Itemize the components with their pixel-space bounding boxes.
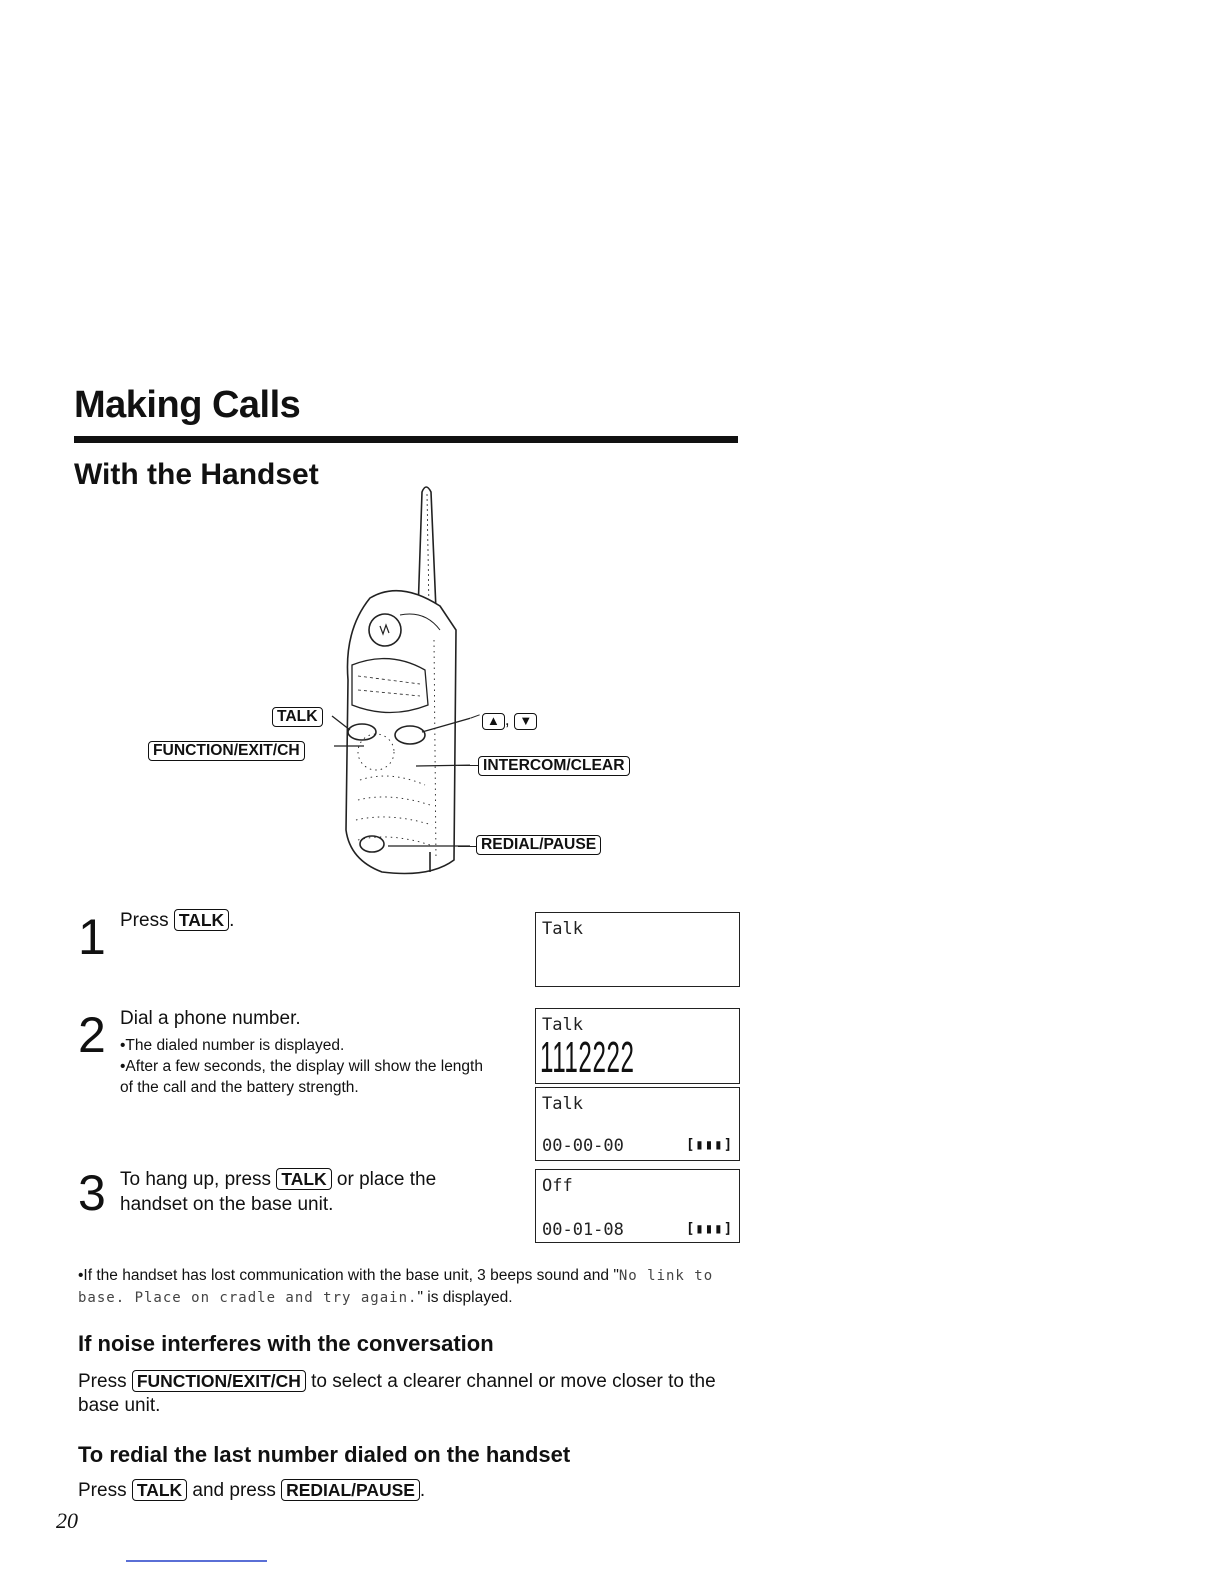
- step-text-part: To hang up, press: [120, 1169, 272, 1190]
- lcd-display-call-length: [535, 1087, 740, 1161]
- note-text: " is displayed.: [417, 1289, 513, 1306]
- down-arrow-icon: ▼: [514, 713, 537, 730]
- intercom-key-label: INTERCOM/CLEAR: [478, 756, 630, 776]
- step-text-part: Press: [120, 910, 169, 931]
- step-2-block: [120, 1006, 500, 1098]
- display-message: No link to base. Place on cradle and try again.: [78, 1268, 714, 1306]
- lcd-line-1: Talk: [542, 1015, 583, 1035]
- talk-key-label: TALK: [174, 909, 229, 931]
- leader-line: [458, 765, 478, 766]
- lcd-display-number: [535, 1008, 740, 1084]
- arrow-keys-callout: [482, 710, 537, 730]
- para-text: .: [419, 1480, 426, 1501]
- redial-key-label: REDIAL/PAUSE: [281, 1479, 420, 1501]
- redial-heading: To redial the last number dialed on the handset: [78, 1442, 571, 1467]
- step-bullet: •The dialed number is displayed.: [120, 1037, 345, 1054]
- title-rule: [74, 436, 738, 443]
- step-1-text: [120, 908, 234, 933]
- footer-link-underline[interactable]: [126, 1560, 267, 1562]
- page-title: Making Calls: [74, 384, 301, 426]
- step-number: 3: [78, 1165, 106, 1221]
- para-text: and press: [192, 1480, 276, 1501]
- step-bullet: •After a few seconds, the display will show the length of the call and the battery strength.: [120, 1058, 483, 1096]
- lcd-call-timer: 00-01-08: [542, 1220, 624, 1240]
- battery-strength-icon: [▮▮▮]: [686, 1221, 734, 1237]
- talk-key-label: TALK: [276, 1168, 331, 1190]
- step-text-part: .: [229, 910, 235, 931]
- redial-callout: [476, 834, 601, 855]
- lcd-call-timer: 00-00-00: [542, 1136, 624, 1156]
- arrow-separator: ,: [504, 710, 510, 729]
- para-text: Press: [78, 1480, 127, 1501]
- note-text: •If the handset has lost communication with the base unit, 3 beeps sound and ": [78, 1267, 619, 1284]
- step-number: 2: [78, 1007, 106, 1063]
- function-key-label: FUNCTION/EXIT/CH: [132, 1370, 306, 1392]
- para-text: Press: [78, 1371, 127, 1392]
- function-key-label: FUNCTION/EXIT/CH: [148, 741, 305, 761]
- function-callout: [148, 740, 305, 761]
- step-number: 1: [78, 909, 106, 965]
- lcd-display-talk: [535, 912, 740, 987]
- redial-key-label: REDIAL/PAUSE: [476, 835, 601, 855]
- page-number: 20: [56, 1508, 78, 1533]
- lcd-dialed-number: 1112222: [540, 1033, 635, 1082]
- up-arrow-icon: ▲: [482, 713, 505, 730]
- lcd-line-1: Talk: [542, 919, 583, 939]
- step-text-part: or place the handset on the base unit.: [120, 1169, 437, 1215]
- battery-strength-icon: [▮▮▮]: [686, 1137, 734, 1153]
- talk-key-label: TALK: [272, 707, 323, 727]
- step-2-text: Dial a phone number.: [120, 1008, 301, 1029]
- talk-callout: [272, 706, 323, 727]
- handset-illustration: [330, 480, 470, 885]
- lcd-line-1: Off: [542, 1176, 573, 1196]
- talk-key-label: TALK: [132, 1479, 187, 1501]
- lcd-line-1: Talk: [542, 1094, 583, 1114]
- intercom-callout: [478, 755, 630, 776]
- para-text: to select a clearer channel or move closer to the base unit.: [78, 1371, 716, 1416]
- redial-paragraph: [78, 1479, 425, 1503]
- section-title: With the Handset: [74, 458, 319, 491]
- noise-heading: If noise interferes with the conversation: [78, 1331, 494, 1356]
- lcd-display-off: [535, 1169, 740, 1243]
- lost-link-note: [78, 1265, 748, 1309]
- step-3-text: [120, 1167, 480, 1217]
- noise-paragraph: [78, 1370, 738, 1418]
- leader-line: [470, 714, 480, 719]
- leader-line: [458, 846, 476, 847]
